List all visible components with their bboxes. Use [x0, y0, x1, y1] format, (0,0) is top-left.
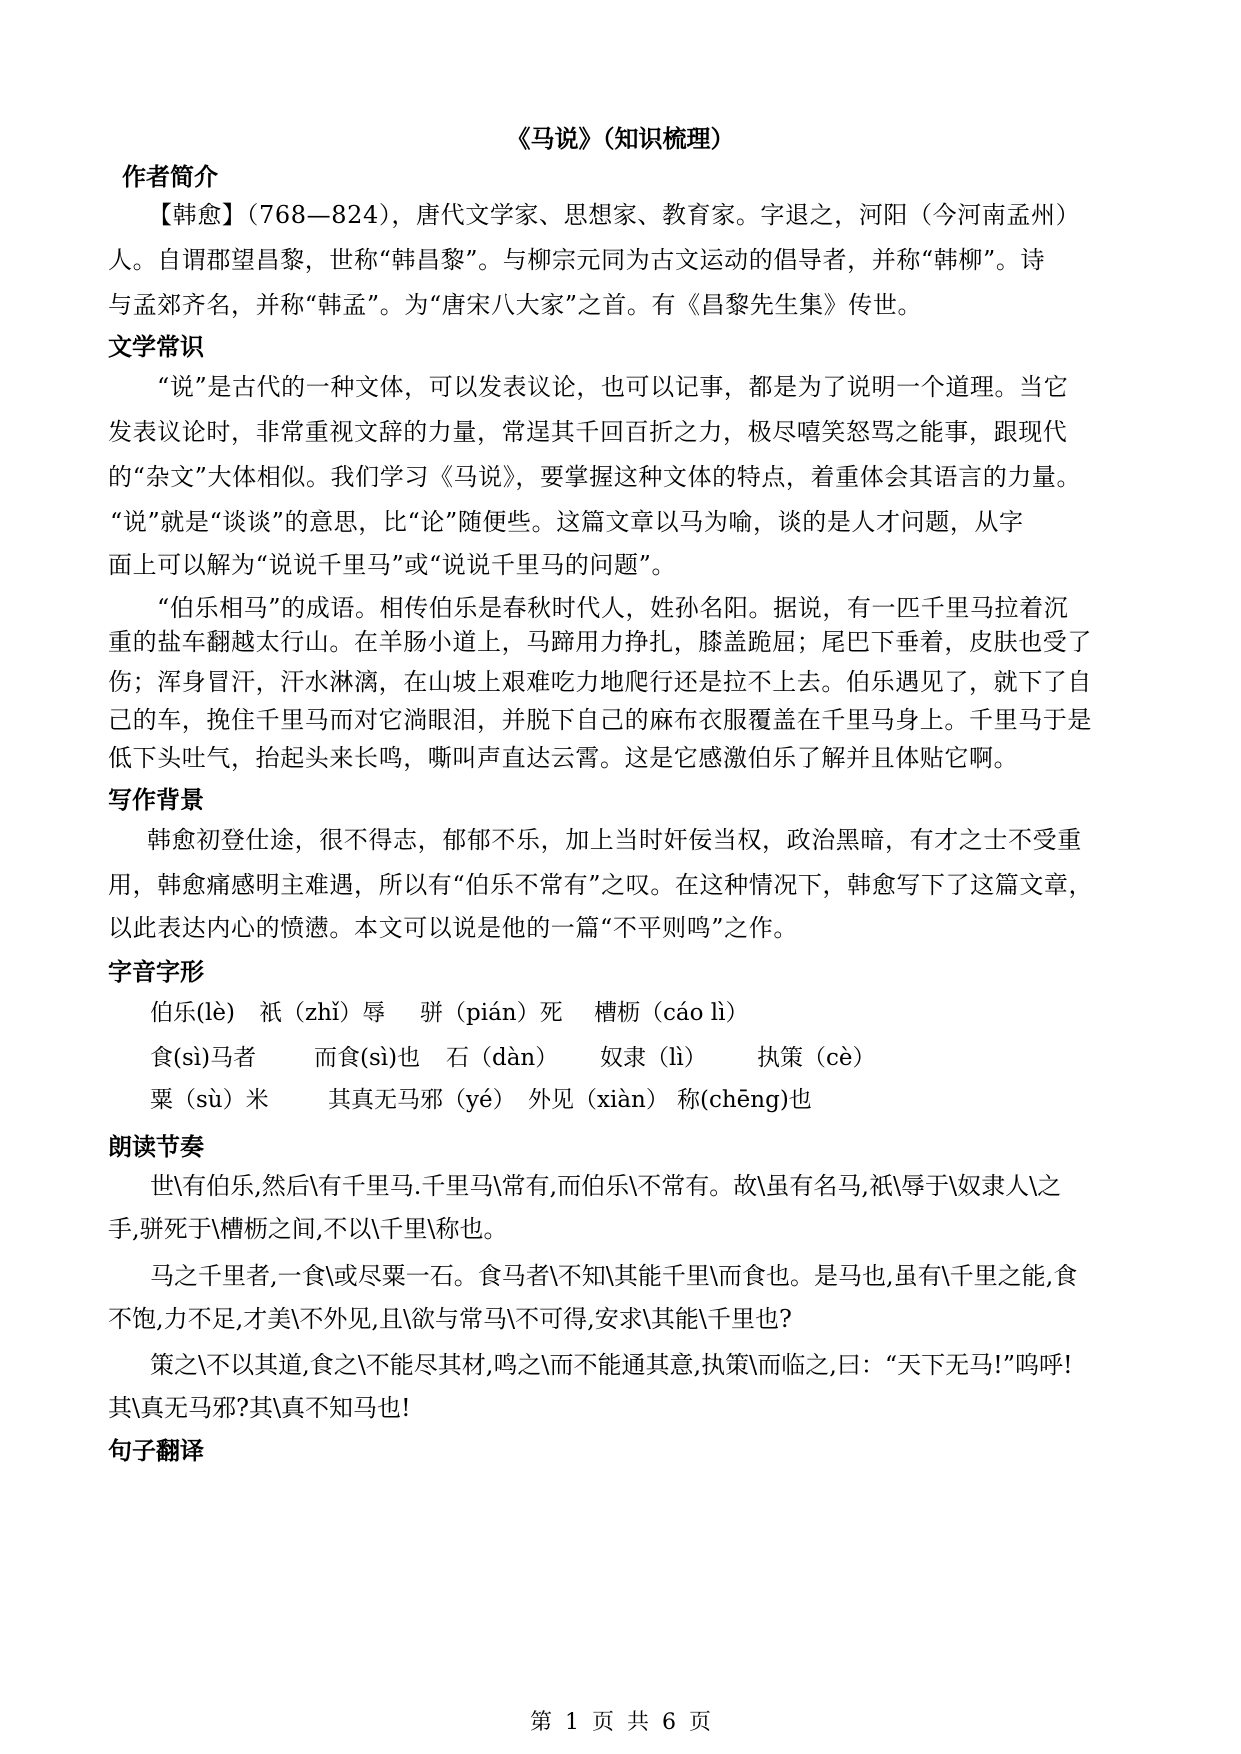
page-title: 《马说》（知识梳理）: [506, 124, 735, 153]
literature-line: 重的盐车翻越太行山。在羊肠小道上，马蹄用力挣扎，膝盖跪屈；尾巴下垂着，皮肤也受了: [108, 628, 1092, 656]
pronunciation-item: 粟（sù）米: [150, 1087, 269, 1113]
literature-line: 伤；浑身冒汗，汗水淋漓，在山坡上艰难吃力地爬行还是拉不上去。伯乐遇见了，就下了自: [108, 668, 1092, 696]
pronunciation-item: 而食(sì)也: [314, 1045, 421, 1071]
section-heading-background: 写作背景: [108, 786, 204, 814]
section-heading-author: 作者简介: [122, 163, 218, 191]
section-heading-translation: 句子翻译: [108, 1437, 204, 1465]
section-heading-rhythm: 朗读节奏: [108, 1133, 204, 1161]
literature-line: 发表议论时，非常重视文辞的力量，常逞其千回百折之力，极尽嘻笑怒骂之能事，跟现代: [108, 418, 1068, 446]
literature-line: 低下头吐气，抬起头来长鸣，嘶叫声直达云霄。这是它感激伯乐了解并且体贴它啊。: [108, 744, 1019, 772]
pronunciation-item: 食(sì)马者: [150, 1045, 257, 1071]
background-line: 用，韩愈痛感明主难遇，所以有“伯乐不常有”之叹。在这种情况下，韩愈写下了这篇文章，: [108, 871, 1094, 899]
literature-line: “说”就是“谈谈”的意思，比“论”随便些。这篇文章以马为喻，谈的是人才问题，从字: [110, 508, 1024, 536]
pronunciation-item: 骈（pián）死: [420, 1000, 563, 1026]
section-heading-literature: 文学常识: [108, 333, 204, 361]
author-line: 【韩愈】（768—824），唐代文学家、思想家、教育家。字退之，河阳（今河南孟州）: [148, 201, 1081, 229]
rhythm-line: 策之\不以其道,食之\不能尽其材,鸣之\而不能通其意,执策\而临之,曰：“天下无马!”呜呼!: [150, 1351, 1073, 1379]
rhythm-line: 不饱,力不足,才美\不外见,且\欲与常马\不可得,安求\其能\千里也?: [108, 1305, 792, 1333]
pronunciation-item: 槽枥（cáo lì）: [594, 1000, 749, 1026]
pronunciation-item: 祇（zhǐ）辱: [259, 1000, 386, 1026]
author-line: 与孟郊齐名，并称“韩孟”。为“唐宋八大家”之首。有《昌黎先生集》传世。: [108, 291, 923, 319]
pronunciation-item: 其真无马邪（yé）: [328, 1087, 516, 1113]
pronunciation-item: 执策（cè）: [757, 1045, 876, 1071]
pronunciation-item: 奴隶（lì）: [600, 1045, 707, 1071]
author-line: 人。自谓郡望昌黎，世称“韩昌黎”。与柳宗元同为古文运动的倡导者，并称“韩柳”。诗: [108, 246, 1046, 274]
section-heading-pronunciation: 字音字形: [108, 958, 204, 986]
pronunciation-item: 外见（xiàn）: [528, 1087, 669, 1113]
literature-line: 的“杂文”大体相似。我们学习《马说》，要掌握这种文体的特点，着重体会其语言的力量。: [108, 463, 1082, 491]
rhythm-line: 马之千里者,一食\或尽粟一石。食马者\不知\其能千里\而食也。是马也,虽有\千里之能,食: [150, 1262, 1078, 1290]
rhythm-line: 手,骈死于\槽枥之间,不以\千里\称也。: [108, 1215, 508, 1243]
literature-line: 面上可以解为“说说千里马”或“说说千里马的问题”。: [108, 551, 677, 579]
literature-line: “说”是古代的一种文体，可以发表议论，也可以记事，都是为了说明一个道理。当它: [157, 373, 1069, 401]
rhythm-line: 其\真无马邪?其\真不知马也!: [108, 1394, 411, 1422]
pronunciation-item: 伯乐(lè): [150, 1000, 235, 1026]
page-number: 第 1 页 共 6 页: [530, 1710, 711, 1735]
background-line: 韩愈初登仕途，很不得志，郁郁不乐，加上当时奸佞当权，政治黑暗，有才之士不受重: [147, 826, 1082, 854]
rhythm-line: 世\有伯乐,然后\有千里马.千里马\常有,而伯乐\不常有。故\虽有名马,祇\辱于\奴隶人\之: [150, 1172, 1062, 1200]
pronunciation-item: 石（dàn）: [446, 1045, 559, 1071]
background-line: 以此表达内心的愤懑。本文可以说是他的一篇“不平则鸣”之作。: [108, 914, 798, 942]
pronunciation-item: 称(chēng)也: [677, 1087, 812, 1113]
literature-line: 己的车，挽住千里马而对它淌眼泪，并脱下自己的麻布衣服覆盖在千里马身上。千里马于是: [108, 706, 1092, 734]
literature-line: “伯乐相马”的成语。相传伯乐是春秋时代人，姓孙名阳。据说，有一匹千里马拉着沉: [157, 594, 1069, 622]
